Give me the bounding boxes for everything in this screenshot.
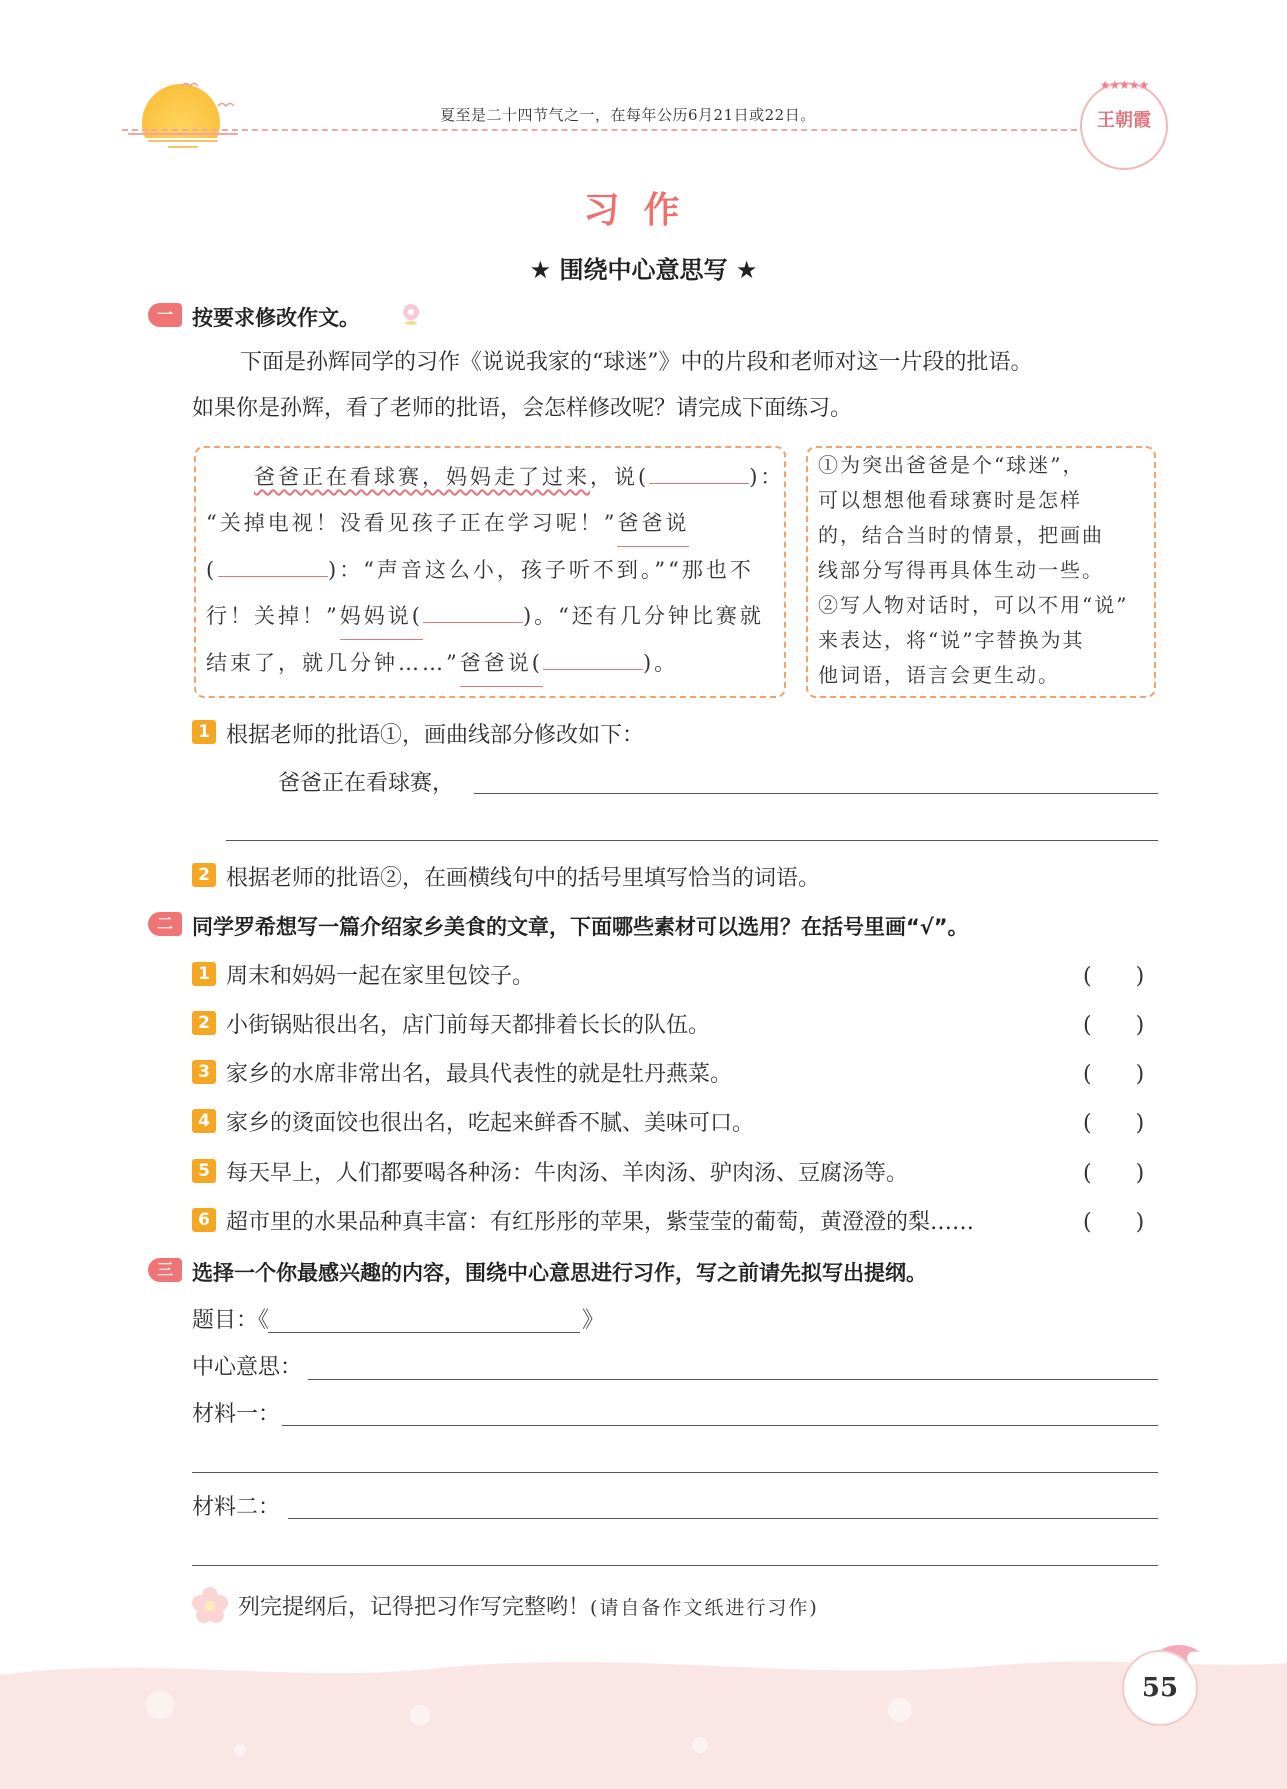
passage-text: 爸爸正在看球赛，妈妈走了过来，说( )： “关掉电视！没看见孩子正在学习呢！”爸爸说 ( )：“声音这么小，孩子听不到。”“那也不 行！关掉！”妈妈说( )。“还有几分钟比赛就 结束了，就几分钟……”爸爸说( )。 bbox=[206, 454, 781, 687]
section-1-heading: 按要求修改作文。 bbox=[192, 306, 360, 330]
section-3-heading: 选择一个你最感兴趣的内容，围绕中心意思进行习作，写之前请先拟写出提纲。 bbox=[192, 1261, 927, 1285]
section-2-badge: 二 bbox=[148, 912, 182, 936]
title-input-line[interactable] bbox=[268, 1332, 580, 1333]
footer-wave-decoration bbox=[0, 1655, 1287, 1789]
question-1-number: 1 bbox=[192, 720, 216, 744]
page-number: 55 bbox=[1122, 1650, 1198, 1726]
sun-reflection-lines bbox=[128, 130, 238, 150]
flower-icon bbox=[190, 1585, 230, 1625]
blank-4[interactable] bbox=[543, 669, 643, 670]
section-1-badge: 一 bbox=[148, 303, 182, 327]
header-note: 夏至是二十四节气之一，在每年公历6月21日或22日。 bbox=[440, 106, 816, 124]
material-2-line-2[interactable] bbox=[192, 1565, 1158, 1566]
item-3-checkbox[interactable]: ( ) bbox=[1083, 1062, 1145, 1087]
item-6-number: 6 bbox=[192, 1208, 216, 1232]
birds-icon bbox=[180, 78, 240, 118]
item-2-checkbox[interactable]: ( ) bbox=[1083, 1013, 1145, 1038]
item-3-number: 3 bbox=[192, 1060, 216, 1084]
page-subtitle: ★ 围绕中心意思写 ★ bbox=[529, 256, 758, 284]
section-1-intro-line1: 下面是孙辉同学的习作《说说我家的“球迷”》中的片段和老师对这一片段的批语。 bbox=[240, 350, 1033, 375]
item-1-number: 1 bbox=[192, 962, 216, 986]
item-4-checkbox[interactable]: ( ) bbox=[1083, 1111, 1145, 1136]
material-1-line[interactable] bbox=[282, 1425, 1158, 1426]
item-2-number: 2 bbox=[192, 1011, 216, 1035]
item-4-text: 家乡的烫面饺也很出名，吃起来鲜香不腻、美味可口。 bbox=[226, 1111, 755, 1136]
center-idea-line[interactable] bbox=[308, 1379, 1158, 1380]
item-3-text: 家乡的水席非常出名，最具代表性的就是牡丹燕菜。 bbox=[226, 1062, 733, 1087]
title-label: 题目：《 bbox=[192, 1308, 270, 1333]
material-1-label: 材料一： bbox=[192, 1402, 281, 1427]
answer-line-2[interactable] bbox=[226, 840, 1158, 841]
blank-1[interactable] bbox=[649, 483, 749, 484]
teacher-comment-text: ①为突出爸爸是个“球迷”， 可以想想他看球赛时是怎样 的，结合当时的情景，把画曲 线部分写得再具体生动一些。 ②写人物对话时，可以不用“说” 来表达，将“说”字替换为其 他词语，语言会更生动。 bbox=[818, 453, 1129, 687]
item-5-number: 5 bbox=[192, 1159, 216, 1183]
underlined-speaker-3: 爸爸说( bbox=[460, 640, 543, 687]
center-idea-label: 中心意思： bbox=[192, 1355, 303, 1380]
blank-3[interactable] bbox=[423, 622, 523, 623]
section-3-badge: 三 bbox=[148, 1258, 182, 1282]
material-2-label: 材料二： bbox=[192, 1495, 281, 1520]
answer-line-1[interactable] bbox=[474, 793, 1158, 794]
item-5-text: 每天早上，人们都要喝各种汤：牛肉汤、羊肉汤、驴肉汤、豆腐汤等。 bbox=[226, 1161, 909, 1186]
item-6-checkbox[interactable]: ( ) bbox=[1083, 1210, 1145, 1235]
material-2-line[interactable] bbox=[288, 1518, 1158, 1519]
item-2-text: 小街锅贴很出名，店门前每天都排着长长的队伍。 bbox=[226, 1013, 711, 1038]
question-1-prefix: 爸爸正在看球赛， bbox=[278, 771, 455, 796]
location-pin-icon bbox=[400, 302, 422, 326]
brand-seal-logo: ★★★★★ 王朝霞 bbox=[1080, 82, 1168, 170]
passage-wavy-sentence: 爸爸正在看球赛，妈妈走了过来 bbox=[254, 465, 590, 489]
page-title: 习作 bbox=[583, 190, 704, 231]
header-divider bbox=[122, 129, 1077, 131]
material-1-line-2[interactable] bbox=[192, 1472, 1158, 1473]
question-1-text: 根据老师的批语①，画曲线部分修改如下： bbox=[226, 723, 645, 748]
question-2-number: 2 bbox=[192, 863, 216, 887]
question-2-text: 根据老师的批语②，在画横线句中的括号里填写恰当的词语。 bbox=[226, 866, 821, 891]
underlined-speaker-2: 妈妈说( bbox=[340, 593, 423, 640]
item-1-checkbox[interactable]: ( ) bbox=[1083, 964, 1145, 989]
title-close: 》 bbox=[582, 1308, 605, 1333]
closing-tip: 列完提纲后，记得把习作写完整哟！(请自备作文纸进行习作) bbox=[238, 1595, 819, 1620]
item-4-number: 4 bbox=[192, 1109, 216, 1133]
item-1-text: 周末和妈妈一起在家里包饺子。 bbox=[226, 964, 535, 989]
item-6-text: 超市里的水果品种真丰富：有红彤彤的苹果，紫莹莹的葡萄，黄澄澄的梨…… bbox=[226, 1210, 975, 1235]
underlined-speaker-1: 爸爸说 bbox=[617, 500, 689, 547]
section-1-intro-line2: 如果你是孙辉，看了老师的批语，会怎样修改呢？请完成下面练习。 bbox=[192, 396, 853, 421]
blank-2[interactable] bbox=[218, 576, 328, 577]
item-5-checkbox[interactable]: ( ) bbox=[1083, 1161, 1145, 1186]
section-2-heading: 同学罗希想写一篇介绍家乡美食的文章，下面哪些素材可以选用？在括号里画“√”。 bbox=[192, 915, 969, 939]
